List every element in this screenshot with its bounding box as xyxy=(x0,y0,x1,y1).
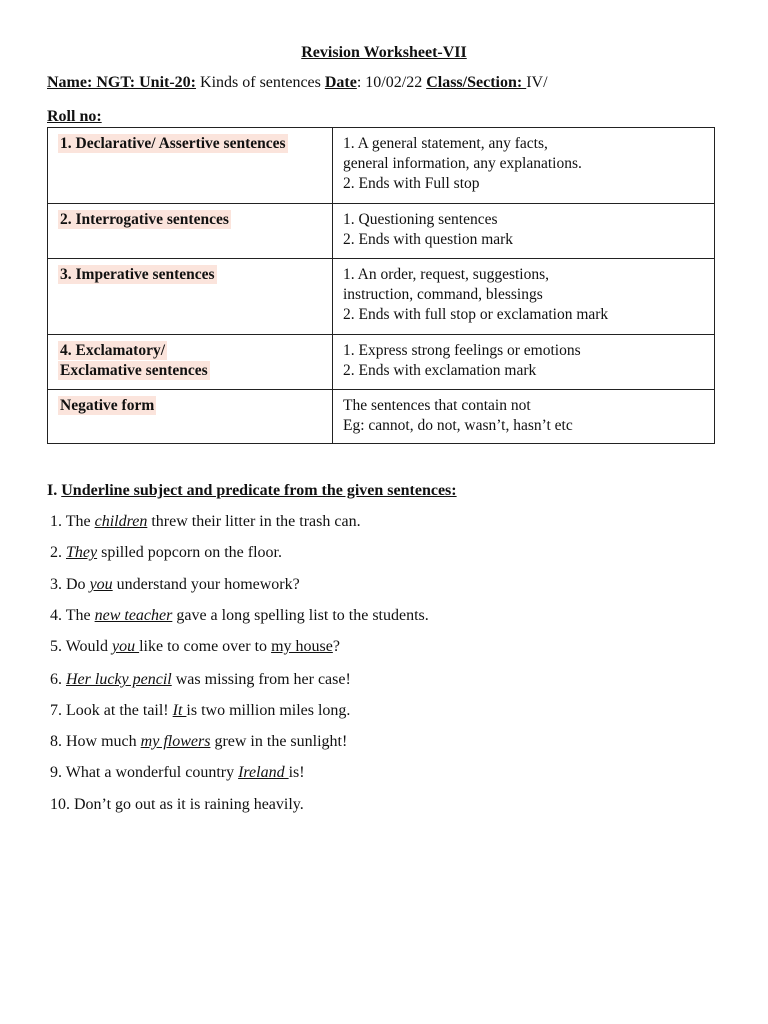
exercise-number: I. xyxy=(47,482,62,499)
table-row xyxy=(48,390,715,444)
desc-line: Eg: cannot, do not, wasn’t, hasn’t etc xyxy=(343,417,573,434)
kind-label: 1. Declarative/ Assertive sentences xyxy=(60,135,286,152)
question-text: 3. Do xyxy=(50,576,90,593)
desc-line: 1. Questioning sentences xyxy=(343,211,498,228)
desc-cell xyxy=(333,335,715,390)
question-text: 2. xyxy=(50,544,66,561)
roll-label: Roll no: xyxy=(47,108,102,125)
question-item xyxy=(50,671,351,689)
desc-line: 1. A general statement, any facts, xyxy=(343,135,548,152)
kind-cell xyxy=(48,204,333,259)
subject-underline: It xyxy=(172,702,187,719)
question-text: 5. Would xyxy=(50,638,112,655)
desc-cell xyxy=(333,259,715,335)
question-item xyxy=(50,733,347,751)
question-item xyxy=(50,638,340,656)
question-item xyxy=(50,796,304,814)
table-row xyxy=(48,204,715,259)
question-text: ? xyxy=(332,638,340,655)
question-item xyxy=(50,513,361,531)
kind-label: 3. Imperative sentences xyxy=(60,266,215,283)
subject-underline: you xyxy=(111,638,140,655)
question-text: 4. The xyxy=(50,607,95,624)
desc-line: general information, any explanations. xyxy=(343,155,582,172)
predicate-underline: my house xyxy=(271,638,333,655)
question-text: 7. Look at the tail! xyxy=(50,702,173,719)
question-text: spilled popcorn on the floor. xyxy=(97,544,282,561)
kind-cell xyxy=(48,335,333,390)
question-item xyxy=(50,544,282,562)
header-line xyxy=(47,74,548,92)
class-value: IV/ xyxy=(526,74,548,91)
kind-label: 4. Exclamatory/ xyxy=(60,342,166,359)
question-text: threw their litter in the trash can. xyxy=(147,513,361,530)
desc-line: 2. Ends with exclamation mark xyxy=(343,362,537,379)
exercise-instruction: Underline subject and predicate from the given sentences: xyxy=(61,482,457,499)
question-text: 9. What a wonderful country xyxy=(50,764,239,781)
exercise-heading xyxy=(47,482,457,500)
question-text: 8. How much xyxy=(50,733,141,750)
date-label: Date xyxy=(324,74,357,91)
desc-line: 1. Express strong feelings or emotions xyxy=(343,342,581,359)
desc-line: instruction, command, blessings xyxy=(343,286,543,303)
question-text: gave a long spelling list to the students. xyxy=(172,607,429,624)
desc-line: 2. Ends with Full stop xyxy=(343,175,480,192)
question-text: understand your homework? xyxy=(112,576,300,593)
kind-cell xyxy=(48,259,333,335)
kinds-table xyxy=(47,127,715,444)
desc-cell xyxy=(333,128,715,204)
subject-underline: you xyxy=(89,576,113,593)
question-text: 6. xyxy=(50,671,66,688)
desc-cell xyxy=(333,390,715,444)
question-text: is two million miles long. xyxy=(186,702,351,719)
question-text: like to come over to xyxy=(139,638,272,655)
question-text: is! xyxy=(288,764,305,781)
desc-line: 2. Ends with full stop or exclamation mark xyxy=(343,306,609,323)
kind-cell xyxy=(48,390,333,444)
table-row xyxy=(48,128,715,204)
subject-underline: Her lucky pencil xyxy=(66,671,172,688)
question-item xyxy=(50,764,305,782)
kind-label: Negative form xyxy=(60,397,155,414)
subject-underline: new teacher xyxy=(94,607,173,624)
name-label: Name: NGT: Unit-20: xyxy=(47,74,197,91)
desc-line: The sentences that contain not xyxy=(343,397,531,414)
question-item xyxy=(50,607,429,625)
subject-underline: children xyxy=(94,513,148,530)
question-item xyxy=(50,702,350,720)
table-row xyxy=(48,259,715,335)
kind-label: 2. Interrogative sentences xyxy=(60,211,229,228)
desc-line: 2. Ends with question mark xyxy=(343,231,514,248)
kind-cell xyxy=(48,128,333,204)
question-text: 1. The xyxy=(50,513,95,530)
question-item xyxy=(50,576,300,594)
worksheet-title: Revision Worksheet-VII xyxy=(301,44,467,61)
kind-label-line2: Exclamative sentences xyxy=(60,362,208,379)
question-text: was missing from her case! xyxy=(171,671,351,688)
question-text: grew in the sunlight! xyxy=(210,733,348,750)
class-label: Class/Section: xyxy=(426,74,527,91)
subject-underline: Ireland xyxy=(238,764,289,781)
desc-line: 1. An order, request, suggestions, xyxy=(343,266,550,283)
topic-text: Kinds of sentences xyxy=(196,74,325,91)
desc-cell xyxy=(333,204,715,259)
subject-underline: my flowers xyxy=(140,733,211,750)
date-value: : 10/02/22 xyxy=(356,74,427,91)
question-text: 10. Don’t go out as it is raining heavily. xyxy=(50,796,304,813)
table-row xyxy=(48,335,715,390)
subject-underline: They xyxy=(66,544,98,561)
